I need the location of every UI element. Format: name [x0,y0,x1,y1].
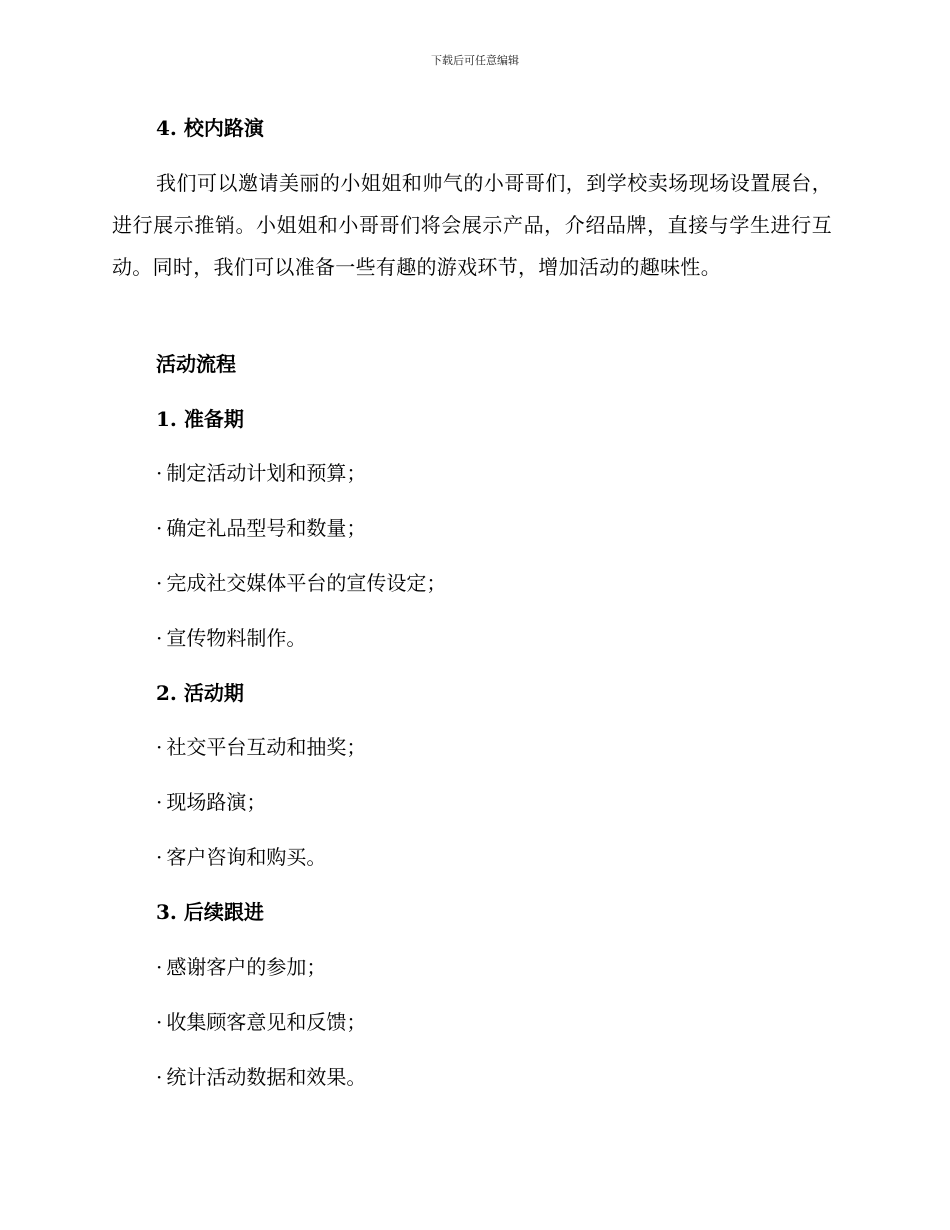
list-item [156,459,366,487]
section-heading-followup: 3. 后续跟进 [156,900,264,924]
list-item-text: 收集顾客意见和反馈； [166,1010,367,1034]
list-item-text: 宣传物料制作。 [166,626,307,650]
bullet-dot: · [156,735,163,759]
header-note: 下载后可任意编辑 [431,54,519,67]
list-item [156,953,326,981]
bullet-dot: · [156,571,163,595]
bullet-dot: · [156,790,163,814]
list-item [156,733,366,761]
bullet-dot: · [156,1010,163,1034]
list-item [156,788,266,816]
list-item-text: 社交平台互动和抽奖； [166,735,367,759]
bullet-dot: · [156,845,163,869]
list-item-text: 统计活动数据和效果。 [166,1065,367,1089]
list-item [156,1063,366,1091]
list-item-text: 感谢客户的参加； [166,955,327,979]
bullet-dot: · [156,516,163,540]
section-heading-roadshow: 4. 校内路演 [156,116,264,140]
bullet-dot: · [156,955,163,979]
list-item-text: 现场路演； [166,790,267,814]
list-item-text: 完成社交媒体平台的宣传设定； [166,571,447,595]
roadshow-paragraph: 我们可以邀请美丽的小姐姐和帅气的小哥哥们，到学校卖场现场设置展台，进行展示推销。小姐姐和小哥哥们将会展示产品，介绍品牌，直接与学生进行互动。同时，我们可以准备一些有趣的游戏环节，增加活动的趣味性。 [112,171,832,279]
bullet-dot: · [156,1065,163,1089]
list-item-text: 制定活动计划和预算； [166,461,367,485]
section-heading-flow: 活动流程 [156,352,236,376]
bullet-dot: · [156,461,163,485]
list-item [156,514,366,542]
list-item [156,1008,366,1036]
list-item-text: 确定礼品型号和数量； [166,516,367,540]
list-item [156,624,306,652]
list-item-text: 客户咨询和购买。 [166,845,327,869]
section-heading-prep: 1. 准备期 [156,407,244,431]
bullet-dot: · [156,626,163,650]
list-item [156,843,326,871]
list-item [156,569,446,597]
section-heading-active: 2. 活动期 [156,681,244,705]
